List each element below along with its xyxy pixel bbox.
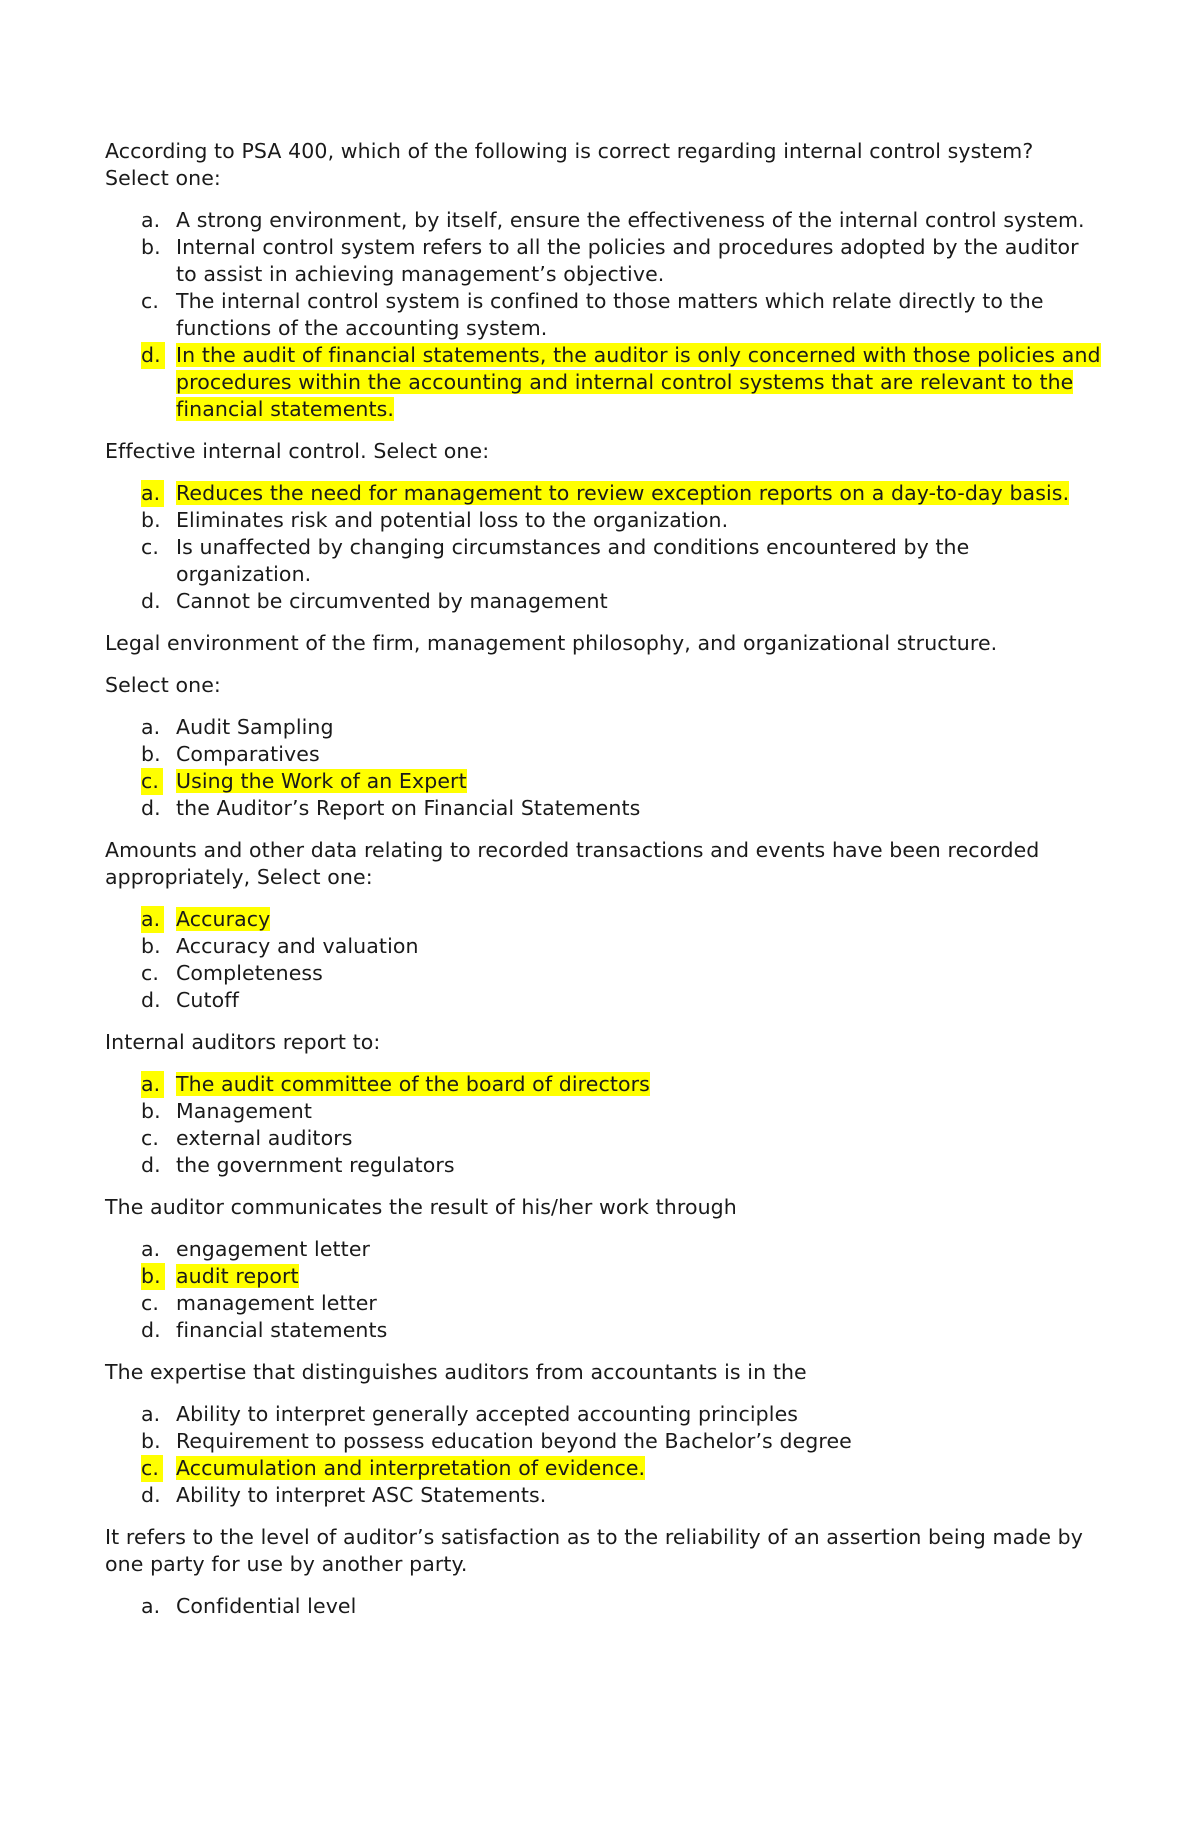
option-item: [105, 795, 1105, 822]
option-letter: c.: [141, 535, 159, 559]
question-text: Internal auditors report to:: [105, 1030, 381, 1054]
option-item-highlighted: [105, 1263, 1105, 1290]
option-item: [105, 534, 1105, 588]
option-letter: b.: [141, 742, 161, 766]
option-item: [105, 1593, 1105, 1620]
option-letter: a.: [141, 208, 161, 232]
question-text: It refers to the level of auditor’s satisfaction as to the reliability of an assertion being made by one party for use by another party.: [105, 1525, 1084, 1576]
option-letter: c.: [141, 1126, 159, 1150]
option-item: [105, 714, 1105, 741]
option-letter: b.: [141, 1263, 165, 1290]
option-text: Requirement to possess education beyond the Bachelor’s degree: [176, 1429, 852, 1453]
option-item: [105, 1236, 1105, 1263]
option-letter: a.: [141, 1402, 161, 1426]
option-letter: c.: [141, 768, 163, 795]
option-text: A strong environment, by itself, ensure the effectiveness of the internal control system.: [176, 208, 1085, 232]
option-text: Management: [176, 1099, 313, 1123]
option-list: [105, 906, 1105, 1014]
option-text: Reduces the need for management to review exception reports on a day-to-day basis.: [176, 481, 1070, 505]
option-item: [105, 234, 1105, 288]
option-letter: d.: [141, 796, 161, 820]
option-item-highlighted: [105, 1071, 1105, 1098]
option-letter: b.: [141, 235, 161, 259]
option-text: Confidential level: [176, 1594, 357, 1618]
option-text: the Auditor’s Report on Financial Statements: [176, 796, 641, 820]
option-letter: c.: [141, 289, 159, 313]
option-item: [105, 960, 1105, 987]
option-text: external auditors: [176, 1126, 353, 1150]
option-list: [105, 714, 1105, 822]
option-letter: a.: [141, 1071, 164, 1098]
option-text: The audit committee of the board of directors: [176, 1072, 650, 1096]
option-item: [105, 1428, 1105, 1455]
question-text: Amounts and other data relating to recorded transactions and events have been recorded appropriately, Select one:: [105, 838, 1040, 889]
option-text: financial statements: [176, 1318, 388, 1342]
option-item: [105, 987, 1105, 1014]
question-text: Legal environment of the firm, management philosophy, and organizational structure.: [105, 631, 998, 655]
option-letter: d.: [141, 988, 161, 1012]
question-text: According to PSA 400, which of the following is correct regarding internal control system?: [105, 139, 1034, 163]
option-item: [105, 588, 1105, 615]
option-item: [105, 741, 1105, 768]
option-text: Comparatives: [176, 742, 320, 766]
question-7: [105, 1359, 1105, 1509]
option-item: [105, 1098, 1105, 1125]
option-text: Internal control system refers to all the policies and procedures adopted by the auditor to assist in achieving management’s objective.: [176, 235, 1079, 286]
option-text: Accumulation and interpretation of evidence.: [176, 1456, 646, 1480]
option-item-highlighted: [105, 906, 1105, 933]
option-text: Cannot be circumvented by management: [176, 589, 608, 613]
option-item-highlighted: [105, 768, 1105, 795]
option-letter: a.: [141, 715, 161, 739]
question-select-one: Select one:: [105, 673, 221, 697]
option-item: [105, 288, 1105, 342]
option-list: [105, 1236, 1105, 1344]
option-list: [105, 207, 1105, 423]
option-item-highlighted: [105, 1455, 1105, 1482]
option-letter: b.: [141, 1099, 161, 1123]
option-letter: c.: [141, 1455, 163, 1482]
option-text: Accuracy: [176, 907, 271, 931]
option-item: [105, 1482, 1105, 1509]
option-text: Using the Work of an Expert: [176, 769, 467, 793]
option-letter: d.: [141, 342, 165, 369]
option-letter: a.: [141, 906, 164, 933]
option-text: Eliminates risk and potential loss to the organization.: [176, 508, 729, 532]
option-text: Is unaffected by changing circumstances and conditions encountered by the organization.: [176, 535, 970, 586]
question-4: [105, 837, 1105, 1014]
option-text: Ability to interpret ASC Statements.: [176, 1483, 547, 1507]
option-letter: d.: [141, 1318, 161, 1342]
option-text: audit report: [176, 1264, 299, 1288]
question-select-one: Select one:: [105, 166, 221, 190]
option-letter: c.: [141, 961, 159, 985]
question-text: Effective internal control. Select one:: [105, 439, 490, 463]
option-text: Accuracy and valuation: [176, 934, 419, 958]
option-item-highlighted: [105, 342, 1105, 423]
option-letter: d.: [141, 1483, 161, 1507]
option-text: Audit Sampling: [176, 715, 334, 739]
option-item: [105, 933, 1105, 960]
option-text: Cutoff: [176, 988, 239, 1012]
option-item: [105, 1401, 1105, 1428]
option-item: [105, 1152, 1105, 1179]
option-letter: a.: [141, 1237, 161, 1261]
option-letter: a.: [141, 1594, 161, 1618]
option-text: The internal control system is confined to those matters which relate directly to the functions of the accounting system.: [176, 289, 1044, 340]
question-5: [105, 1029, 1105, 1179]
question-6: [105, 1194, 1105, 1344]
option-letter: c.: [141, 1291, 159, 1315]
option-text: Completeness: [176, 961, 323, 985]
option-letter: b.: [141, 934, 161, 958]
question-1: [105, 138, 1105, 423]
question-3: [105, 630, 1105, 822]
option-list: [105, 1071, 1105, 1179]
option-text: management letter: [176, 1291, 377, 1315]
option-letter: d.: [141, 589, 161, 613]
option-text: In the audit of financial statements, the auditor is only concerned with those policies and procedures within the accounting and internal control systems that are relevant to the financial statements.: [176, 343, 1101, 421]
option-letter: a.: [141, 480, 164, 507]
option-text: the government regulators: [176, 1153, 455, 1177]
question-text: The expertise that distinguishes auditors from accountants is in the: [105, 1360, 807, 1384]
option-text: Ability to interpret generally accepted accounting principles: [176, 1402, 799, 1426]
option-item-highlighted: [105, 480, 1105, 507]
question-2: [105, 438, 1105, 615]
option-item: [105, 207, 1105, 234]
option-item: [105, 1290, 1105, 1317]
option-item: [105, 1125, 1105, 1152]
option-item: [105, 507, 1105, 534]
option-list: [105, 480, 1105, 615]
question-8: [105, 1524, 1105, 1620]
option-item: [105, 1317, 1105, 1344]
option-letter: b.: [141, 508, 161, 532]
option-letter: b.: [141, 1429, 161, 1453]
option-text: engagement letter: [176, 1237, 371, 1261]
document-page: [105, 138, 1105, 1635]
option-list: [105, 1401, 1105, 1509]
option-list: [105, 1593, 1105, 1620]
option-letter: d.: [141, 1153, 161, 1177]
question-text: The auditor communicates the result of his/her work through: [105, 1195, 737, 1219]
